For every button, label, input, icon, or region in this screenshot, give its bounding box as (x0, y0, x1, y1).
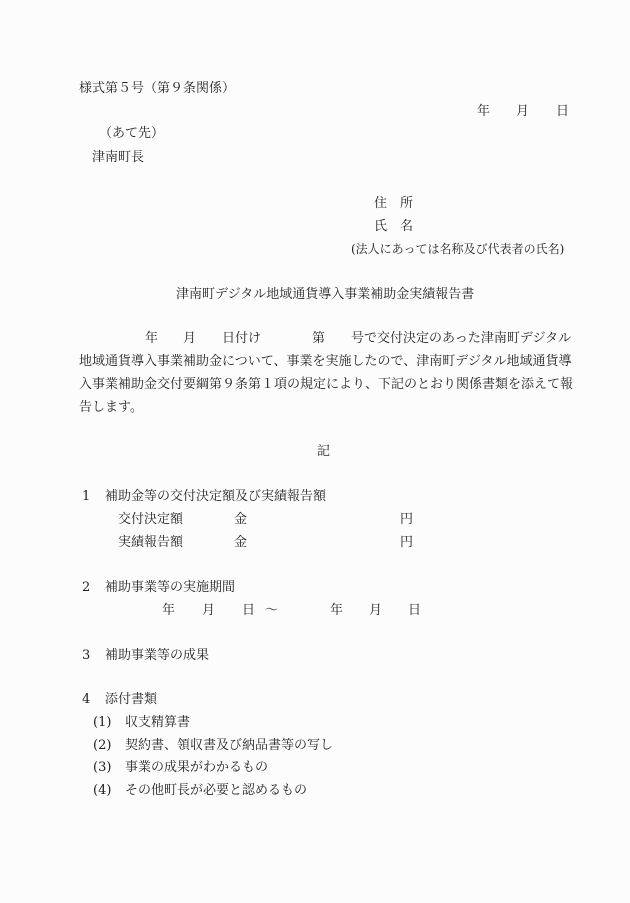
attachment-number: (4) (93, 783, 112, 798)
section-number: 4 (82, 692, 91, 707)
amount-label: 実績報告額 (118, 535, 184, 550)
amount-prefix: 金 (234, 535, 248, 550)
section-heading: 補助事業等の成果 (105, 648, 210, 663)
applicant-note: (法人にあっては名称及び代表者の氏名) (351, 242, 565, 256)
body-month: 月 (183, 331, 197, 346)
amount-unit: 円 (400, 535, 414, 550)
period-from-year: 年 (162, 603, 176, 618)
ki-heading: 記 (317, 444, 331, 459)
addressee-prefix: （あて先） (99, 126, 165, 141)
body-day-suffix: 日付け (222, 331, 262, 346)
period-tilde: 〜 (265, 603, 279, 618)
attachment-text: 事業の成果がわかるもの (125, 760, 269, 775)
amount-label: 交付決定額 (118, 512, 184, 527)
attachment-number: (2) (93, 738, 112, 753)
section-number: 1 (82, 489, 91, 504)
attachment-text: 収支精算書 (125, 715, 191, 730)
attachment-text: 契約書、領収書及び納品書等の写し (125, 738, 334, 753)
document-title: 津南町デジタル地域通貨導入事業補助金実績報告書 (176, 287, 475, 302)
period-to-month: 月 (369, 603, 383, 618)
body-line3: 入事業補助金交付要綱第９条第１項の規定により、下記のとおり関係書類を添えて報 (79, 377, 574, 392)
name-label: 氏 名 (374, 219, 414, 234)
body-line4: 告します。 (79, 400, 143, 415)
body-year: 年 (145, 331, 159, 346)
period-to-day: 日 (408, 603, 422, 618)
period-to-year: 年 (330, 603, 344, 618)
section-number: 3 (82, 648, 91, 663)
section-heading: 補助金等の交付決定額及び実績報告額 (105, 489, 327, 504)
date-month: 月 (516, 104, 530, 119)
body-line1-rest: 号で交付決定のあった津南町デジタル (351, 331, 572, 346)
period-from-day: 日 (242, 603, 256, 618)
attachment-number: (1) (93, 715, 112, 730)
period-from-month: 月 (202, 603, 216, 618)
body-dai: 第 (312, 331, 326, 346)
amount-prefix: 金 (234, 512, 248, 527)
attachment-number: (3) (93, 760, 112, 775)
amount-unit: 円 (400, 512, 414, 527)
date-year: 年 (477, 104, 491, 119)
addressee-name: 津南町長 (92, 150, 145, 165)
attachment-text: その他町長が必要と認めるもの (125, 783, 308, 798)
body-line2: 地域通貨導入事業補助金について、事業を実施したので、津南町デジタル地域通貨導 (79, 354, 572, 369)
form-number: 様式第５号（第９条関係） (79, 81, 236, 96)
section-heading: 添付書類 (105, 692, 158, 707)
date-day: 日 (556, 104, 570, 119)
address-label: 住 所 (374, 196, 414, 211)
section-number: 2 (82, 580, 91, 595)
section-heading: 補助事業等の実施期間 (105, 580, 236, 595)
